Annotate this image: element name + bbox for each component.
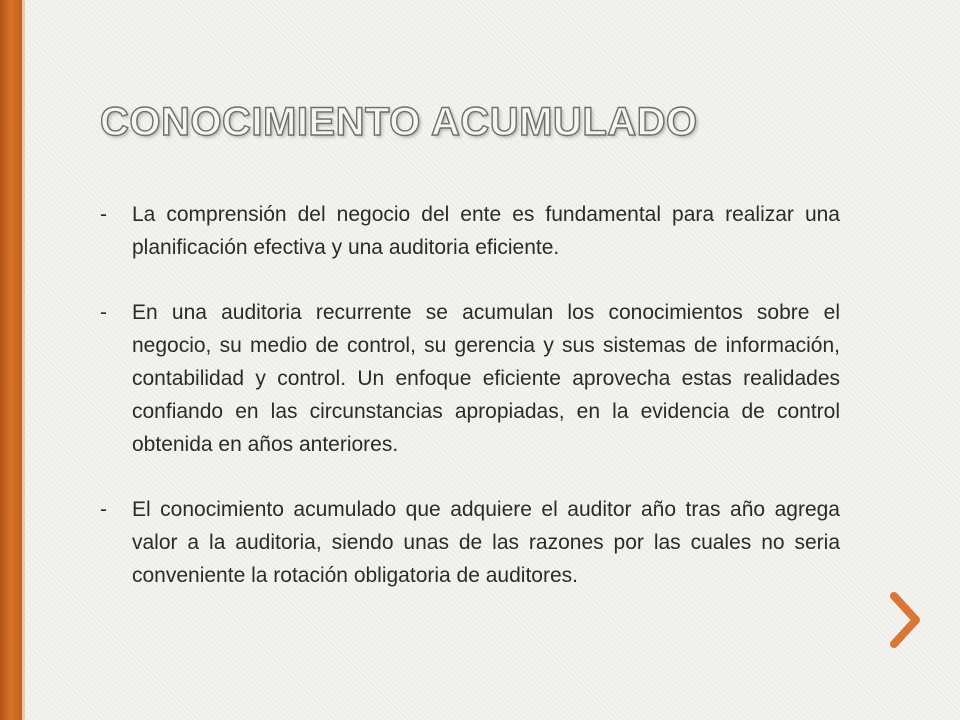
bullet-marker: -	[100, 203, 107, 226]
bullet-list	[100, 198, 840, 624]
bullet-marker: -	[100, 301, 107, 324]
accent-side-bar-edge	[22, 0, 25, 720]
bullet-item	[100, 493, 840, 592]
bullet-text: En una auditoria recurrente se acumulan los conocimientos sobre el negocio, su medio de control, su gerencia y sus sistemas de información, contabilidad y control. Un enfoque eficiente aprovecha estas realidades confiando en las circunstancias apropiadas, en la evidencia de control obtenida en años anteriores.	[132, 301, 840, 456]
bullet-item	[100, 198, 840, 264]
bullet-text: El conocimiento acumulado que adquiere el auditor año tras año agrega valor a la auditoria, siendo unas de las razones por las cuales no seria conveniente la rotación obligatoria de auditores.	[132, 498, 840, 587]
bullet-text: La comprensión del negocio del ente es fundamental para realizar una planificación efectiva y una auditoria eficiente.	[132, 203, 840, 259]
accent-side-bar	[0, 0, 22, 720]
bullet-marker: -	[100, 498, 107, 521]
bullet-item	[100, 296, 840, 461]
chevron-right-icon[interactable]	[880, 590, 930, 650]
slide-title: CONOCIMIENTO ACUMULADO	[100, 100, 698, 144]
